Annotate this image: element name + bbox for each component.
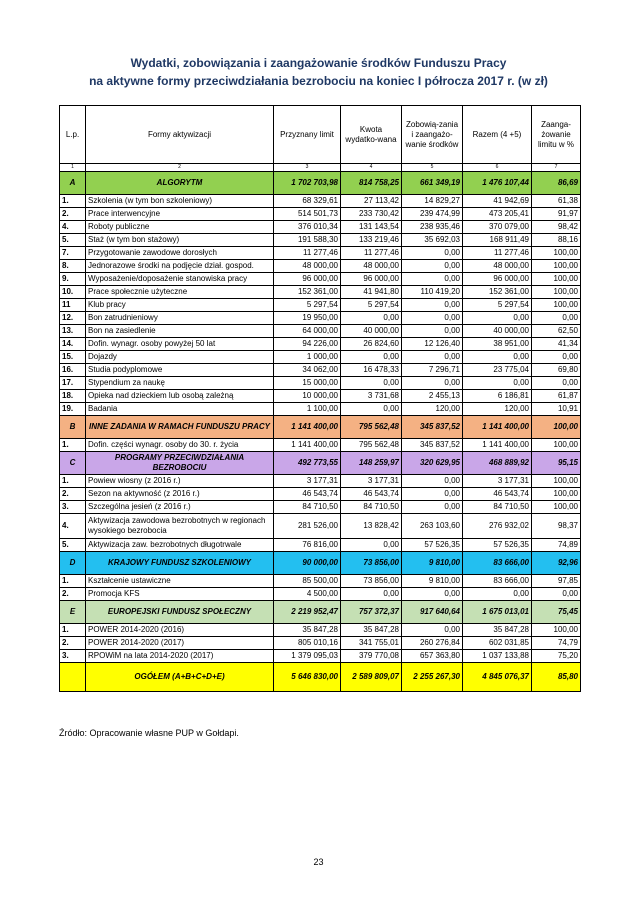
header-percent: Zaanga-żowanie limitu w % [532,106,581,164]
row-total: 276 932,02 [463,514,532,539]
row-lp: 3. [60,650,86,663]
row-total: 83 666,00 [463,575,532,588]
row-commitments: 0,00 [402,260,463,273]
row-percent: 75,45 [532,601,581,624]
row-spent: 795 562,48 [341,416,402,439]
row-commitments: 917 640,64 [402,601,463,624]
row-limit: 514 501,73 [274,208,341,221]
row-spent: 131 143,54 [341,221,402,234]
row-commitments: 0,00 [402,299,463,312]
row-spent: 48 000,00 [341,260,402,273]
row-spent: 3 731,68 [341,390,402,403]
row-percent: 75,20 [532,650,581,663]
row-spent: 148 259,97 [341,452,402,475]
row-commitments: 239 474,99 [402,208,463,221]
row-name: Dofin. części wynagr. osoby do 30. r. życia [86,439,274,452]
row-total: 1 675 013,01 [463,601,532,624]
row-total: 1 141 400,00 [463,416,532,439]
row-lp: E [60,601,86,624]
section-row [60,452,581,475]
row-spent: 341 755,01 [341,637,402,650]
row-lp: 2. [60,588,86,601]
row-name: Promocja KFS [86,588,274,601]
table-row [60,588,581,601]
row-total: 1 141 400,00 [463,439,532,452]
table-row [60,364,581,377]
row-limit: 84 710,50 [274,501,341,514]
row-lp: 12. [60,312,86,325]
row-total: 48 000,00 [463,260,532,273]
row-lp: 11 [60,299,86,312]
row-percent: 98,37 [532,514,581,539]
row-lp: 8. [60,260,86,273]
row-limit: 68 329,61 [274,195,341,208]
row-spent: 16 478,33 [341,364,402,377]
row-spent: 13 828,42 [341,514,402,539]
row-percent: 74,79 [532,637,581,650]
row-name: Przygotowanie zawodowe dorosłych [86,247,274,260]
table-row [60,221,581,234]
row-name: Studia podyplomowe [86,364,274,377]
row-commitments: 0,00 [402,247,463,260]
row-total: 4 845 076,37 [463,663,532,692]
table-row [60,286,581,299]
row-commitments: 0,00 [402,624,463,637]
row-commitments: 345 837,52 [402,416,463,439]
row-lp: 1. [60,439,86,452]
row-commitments: 7 296,71 [402,364,463,377]
row-lp: 19. [60,403,86,416]
row-spent: 73 856,00 [341,575,402,588]
row-name: Dojazdy [86,351,274,364]
row-percent: 0,00 [532,588,581,601]
row-percent: 69,80 [532,364,581,377]
row-name: Wyposażenie/doposażenie stanowiska pracy [86,273,274,286]
row-lp: 15. [60,351,86,364]
row-name: Prace społecznie użyteczne [86,286,274,299]
row-spent: 3 177,31 [341,475,402,488]
table-row [60,273,581,286]
row-spent: 5 297,54 [341,299,402,312]
row-name: RPOWiM na lata 2014-2020 (2017) [86,650,274,663]
row-lp: 2. [60,488,86,501]
row-percent: 100,00 [532,488,581,501]
row-name: KRAJOWY FUNDUSZ SZKOLENIOWY [86,552,274,575]
table-row [60,351,581,364]
row-total: 6 186,81 [463,390,532,403]
header-commitments: Zobowią-zania i zaangażo-wanie środków [402,106,463,164]
row-total: 0,00 [463,312,532,325]
row-name: Kształcenie ustawiczne [86,575,274,588]
row-total: 11 277,46 [463,247,532,260]
row-spent: 41 941,80 [341,286,402,299]
column-index: 4 [341,164,402,172]
row-total: 5 297,54 [463,299,532,312]
row-lp: 10. [60,286,86,299]
row-total: 473 205,41 [463,208,532,221]
header-total: Razem (4 +5) [463,106,532,164]
row-limit: 46 543,74 [274,488,341,501]
row-total: 23 775,04 [463,364,532,377]
row-percent: 62,50 [532,325,581,338]
row-lp: C [60,452,86,475]
row-commitments: 9 810,00 [402,575,463,588]
row-limit: 15 000,00 [274,377,341,390]
row-limit: 191 588,30 [274,234,341,247]
row-total: 35 847,28 [463,624,532,637]
row-total: 84 710,50 [463,501,532,514]
column-index: 5 [402,164,463,172]
row-total: 120,00 [463,403,532,416]
table-row [60,299,581,312]
row-percent: 100,00 [532,273,581,286]
row-commitments: 14 829,27 [402,195,463,208]
table-row [60,439,581,452]
row-total: 40 000,00 [463,325,532,338]
table-row [60,514,581,539]
row-total: 168 911,49 [463,234,532,247]
row-percent: 0,00 [532,312,581,325]
row-name: EUROPEJSKI FUNDUSZ SPOŁECZNY [86,601,274,624]
row-commitments: 12 126,40 [402,338,463,351]
row-limit: 1 379 095,03 [274,650,341,663]
row-limit: 90 000,00 [274,552,341,575]
section-row [60,601,581,624]
column-index: 6 [463,164,532,172]
row-limit: 3 177,31 [274,475,341,488]
row-name: POWER 2014-2020 (2016) [86,624,274,637]
section-row [60,172,581,195]
row-limit: 35 847,28 [274,624,341,637]
table-row [60,650,581,663]
row-percent: 0,00 [532,377,581,390]
row-percent: 97,85 [532,575,581,588]
row-lp: 1. [60,624,86,637]
row-spent: 35 847,28 [341,624,402,637]
table-row [60,403,581,416]
row-commitments: 263 103,60 [402,514,463,539]
section-row [60,416,581,439]
row-spent: 0,00 [341,588,402,601]
row-total: 0,00 [463,351,532,364]
table-row [60,575,581,588]
row-spent: 11 277,46 [341,247,402,260]
row-total: 46 543,74 [463,488,532,501]
table-row [60,312,581,325]
table-row [60,325,581,338]
row-limit: 1 141 400,00 [274,416,341,439]
row-name: Roboty publiczne [86,221,274,234]
row-name: OGÓŁEM (A+B+C+D+E) [86,663,274,692]
row-total: 602 031,85 [463,637,532,650]
table-row [60,208,581,221]
row-commitments: 661 349,19 [402,172,463,195]
row-commitments: 345 837,52 [402,439,463,452]
row-percent: 100,00 [532,260,581,273]
row-percent: 74,89 [532,539,581,552]
table-row [60,637,581,650]
row-spent: 379 770,08 [341,650,402,663]
row-commitments: 320 629,95 [402,452,463,475]
row-percent: 10,91 [532,403,581,416]
row-lp: 5. [60,539,86,552]
row-name: Badania [86,403,274,416]
column-index: 7 [532,164,581,172]
table-row [60,338,581,351]
row-limit: 96 000,00 [274,273,341,286]
row-lp: 17. [60,377,86,390]
row-total: 41 942,69 [463,195,532,208]
row-spent: 233 730,42 [341,208,402,221]
header-row [60,106,581,164]
row-name: ALGORYTM [86,172,274,195]
row-percent: 61,87 [532,390,581,403]
row-commitments: 35 692,03 [402,234,463,247]
row-lp: 1. [60,195,86,208]
row-name: Staż (w tym bon stażowy) [86,234,274,247]
row-lp: 2. [60,208,86,221]
row-percent: 92,96 [532,552,581,575]
document-title-line1: Wydatki, zobowiązania i zaangażowanie środków Funduszu Pracy [130,56,507,70]
row-lp: 1. [60,475,86,488]
table-row [60,195,581,208]
row-name: Aktywizacja zaw. bezrobotnych długotrwale [86,539,274,552]
row-percent: 41,34 [532,338,581,351]
row-name: Powiew wiosny (z 2016 r.) [86,475,274,488]
row-percent: 100,00 [532,299,581,312]
row-percent: 88,16 [532,234,581,247]
row-total: 370 079,00 [463,221,532,234]
table-row [60,539,581,552]
row-name: Aktywizacja zawodowa bezrobotnych w regionach wysokiego bezrobocia [86,514,274,539]
row-lp [60,663,86,692]
row-limit: 19 950,00 [274,312,341,325]
header-spent: Kwota wydatko-wana [341,106,402,164]
row-name: Jednorazowe środki na podjęcie dział. gospod. [86,260,274,273]
row-spent: 0,00 [341,312,402,325]
row-commitments: 657 363,80 [402,650,463,663]
row-limit: 805 010,16 [274,637,341,650]
row-total: 1 476 107,44 [463,172,532,195]
row-commitments: 2 255 267,30 [402,663,463,692]
page-number: 23 [313,857,324,867]
row-percent: 100,00 [532,439,581,452]
row-lp: 18. [60,390,86,403]
row-total: 1 037 133,88 [463,650,532,663]
row-limit: 94 226,00 [274,338,341,351]
row-spent: 795 562,48 [341,439,402,452]
row-limit: 85 500,00 [274,575,341,588]
row-limit: 4 500,00 [274,588,341,601]
row-limit: 1 000,00 [274,351,341,364]
row-spent: 73 856,00 [341,552,402,575]
row-percent: 98,42 [532,221,581,234]
header-lp: L.p. [60,106,86,164]
row-lp: B [60,416,86,439]
row-percent: 100,00 [532,247,581,260]
row-commitments: 0,00 [402,588,463,601]
column-index: 3 [274,164,341,172]
row-name: Prace interwencyjne [86,208,274,221]
row-limit: 492 773,55 [274,452,341,475]
row-lp: 13. [60,325,86,338]
row-commitments: 0,00 [402,273,463,286]
row-commitments: 0,00 [402,475,463,488]
row-spent: 757 372,37 [341,601,402,624]
row-limit: 5 646 830,00 [274,663,341,692]
row-lp: 14. [60,338,86,351]
row-limit: 1 100,00 [274,403,341,416]
row-percent: 100,00 [532,501,581,514]
row-name: Klub pracy [86,299,274,312]
row-spent: 0,00 [341,351,402,364]
row-total: 38 951,00 [463,338,532,351]
row-percent: 0,00 [532,351,581,364]
row-lp: 16. [60,364,86,377]
row-lp: 9. [60,273,86,286]
row-spent: 96 000,00 [341,273,402,286]
row-lp: D [60,552,86,575]
column-index-row [60,164,581,172]
row-limit: 48 000,00 [274,260,341,273]
table-row [60,247,581,260]
row-percent: 61,38 [532,195,581,208]
table-row [60,260,581,273]
source-note: Źródło: Opracowanie własne PUP w Gołdapi. [59,728,239,738]
table-row [60,234,581,247]
row-limit: 5 297,54 [274,299,341,312]
row-percent: 100,00 [532,286,581,299]
row-limit: 76 816,00 [274,539,341,552]
row-name: Opieka nad dzieckiem lub osobą zależną [86,390,274,403]
expenditure-table [59,105,581,692]
row-lp: 1. [60,575,86,588]
row-name: Bon na zasiedlenie [86,325,274,338]
header-forms: Formy aktywizacji [86,106,274,164]
row-percent: 100,00 [532,624,581,637]
row-lp: 7. [60,247,86,260]
row-commitments: 0,00 [402,488,463,501]
table-row [60,624,581,637]
document-title-line2: na aktywne formy przeciwdziałania bezrobociu na koniec I półrocza 2017 r. (w zł) [89,74,548,88]
row-percent: 100,00 [532,416,581,439]
row-percent: 86,69 [532,172,581,195]
row-percent: 91,97 [532,208,581,221]
row-limit: 1 702 703,98 [274,172,341,195]
row-name: Sezon na aktywność (z 2016 r.) [86,488,274,501]
row-spent: 2 589 809,07 [341,663,402,692]
row-limit: 281 526,00 [274,514,341,539]
row-name: Dofin. wynagr. osoby powyżej 50 lat [86,338,274,351]
table-row [60,390,581,403]
row-commitments: 120,00 [402,403,463,416]
row-total: 0,00 [463,377,532,390]
row-name: Szczególna jesień (z 2016 r.) [86,501,274,514]
row-commitments: 238 935,46 [402,221,463,234]
row-spent: 133 219,46 [341,234,402,247]
row-commitments: 0,00 [402,312,463,325]
row-spent: 40 000,00 [341,325,402,338]
row-name: Stypendium za naukę [86,377,274,390]
row-spent: 26 824,60 [341,338,402,351]
row-percent: 100,00 [532,475,581,488]
row-limit: 152 361,00 [274,286,341,299]
row-limit: 2 219 952,47 [274,601,341,624]
row-limit: 1 141 400,00 [274,439,341,452]
row-commitments: 0,00 [402,377,463,390]
row-lp: 5. [60,234,86,247]
row-lp: 3. [60,501,86,514]
row-name: POWER 2014-2020 (2017) [86,637,274,650]
row-percent: 85,80 [532,663,581,692]
row-lp: 2. [60,637,86,650]
row-total: 3 177,31 [463,475,532,488]
row-spent: 27 113,42 [341,195,402,208]
table-row [60,501,581,514]
table-row [60,475,581,488]
row-commitments: 2 455,13 [402,390,463,403]
table-row [60,377,581,390]
row-commitments: 0,00 [402,351,463,364]
row-spent: 814 758,25 [341,172,402,195]
column-index: 2 [86,164,274,172]
row-name: Bon zatrudnieniowy [86,312,274,325]
row-total: 96 000,00 [463,273,532,286]
row-spent: 0,00 [341,403,402,416]
row-spent: 84 710,50 [341,501,402,514]
column-index: 1 [60,164,86,172]
row-spent: 46 543,74 [341,488,402,501]
row-name: Szkolenia (w tym bon szkoleniowy) [86,195,274,208]
row-lp: 4. [60,221,86,234]
row-limit: 10 000,00 [274,390,341,403]
row-commitments: 110 419,20 [402,286,463,299]
header-limit: Przyznany limit [274,106,341,164]
total-row [60,663,581,692]
row-commitments: 260 276,84 [402,637,463,650]
row-commitments: 0,00 [402,325,463,338]
row-spent: 0,00 [341,539,402,552]
row-lp: A [60,172,86,195]
row-total: 57 526,35 [463,539,532,552]
row-lp: 4. [60,514,86,539]
row-commitments: 9 810,00 [402,552,463,575]
row-commitments: 0,00 [402,501,463,514]
table-row [60,488,581,501]
row-total: 83 666,00 [463,552,532,575]
section-row [60,552,581,575]
row-name: PROGRAMY PRZECIWDZIAŁANIA BEZROBOCIU [86,452,274,475]
row-total: 152 361,00 [463,286,532,299]
row-limit: 11 277,46 [274,247,341,260]
row-name: INNE ZADANIA W RAMACH FUNDUSZU PRACY [86,416,274,439]
row-percent: 95,15 [532,452,581,475]
row-total: 468 889,92 [463,452,532,475]
row-total: 0,00 [463,588,532,601]
row-limit: 34 062,00 [274,364,341,377]
row-commitments: 57 526,35 [402,539,463,552]
row-spent: 0,00 [341,377,402,390]
row-limit: 376 010,34 [274,221,341,234]
row-limit: 64 000,00 [274,325,341,338]
